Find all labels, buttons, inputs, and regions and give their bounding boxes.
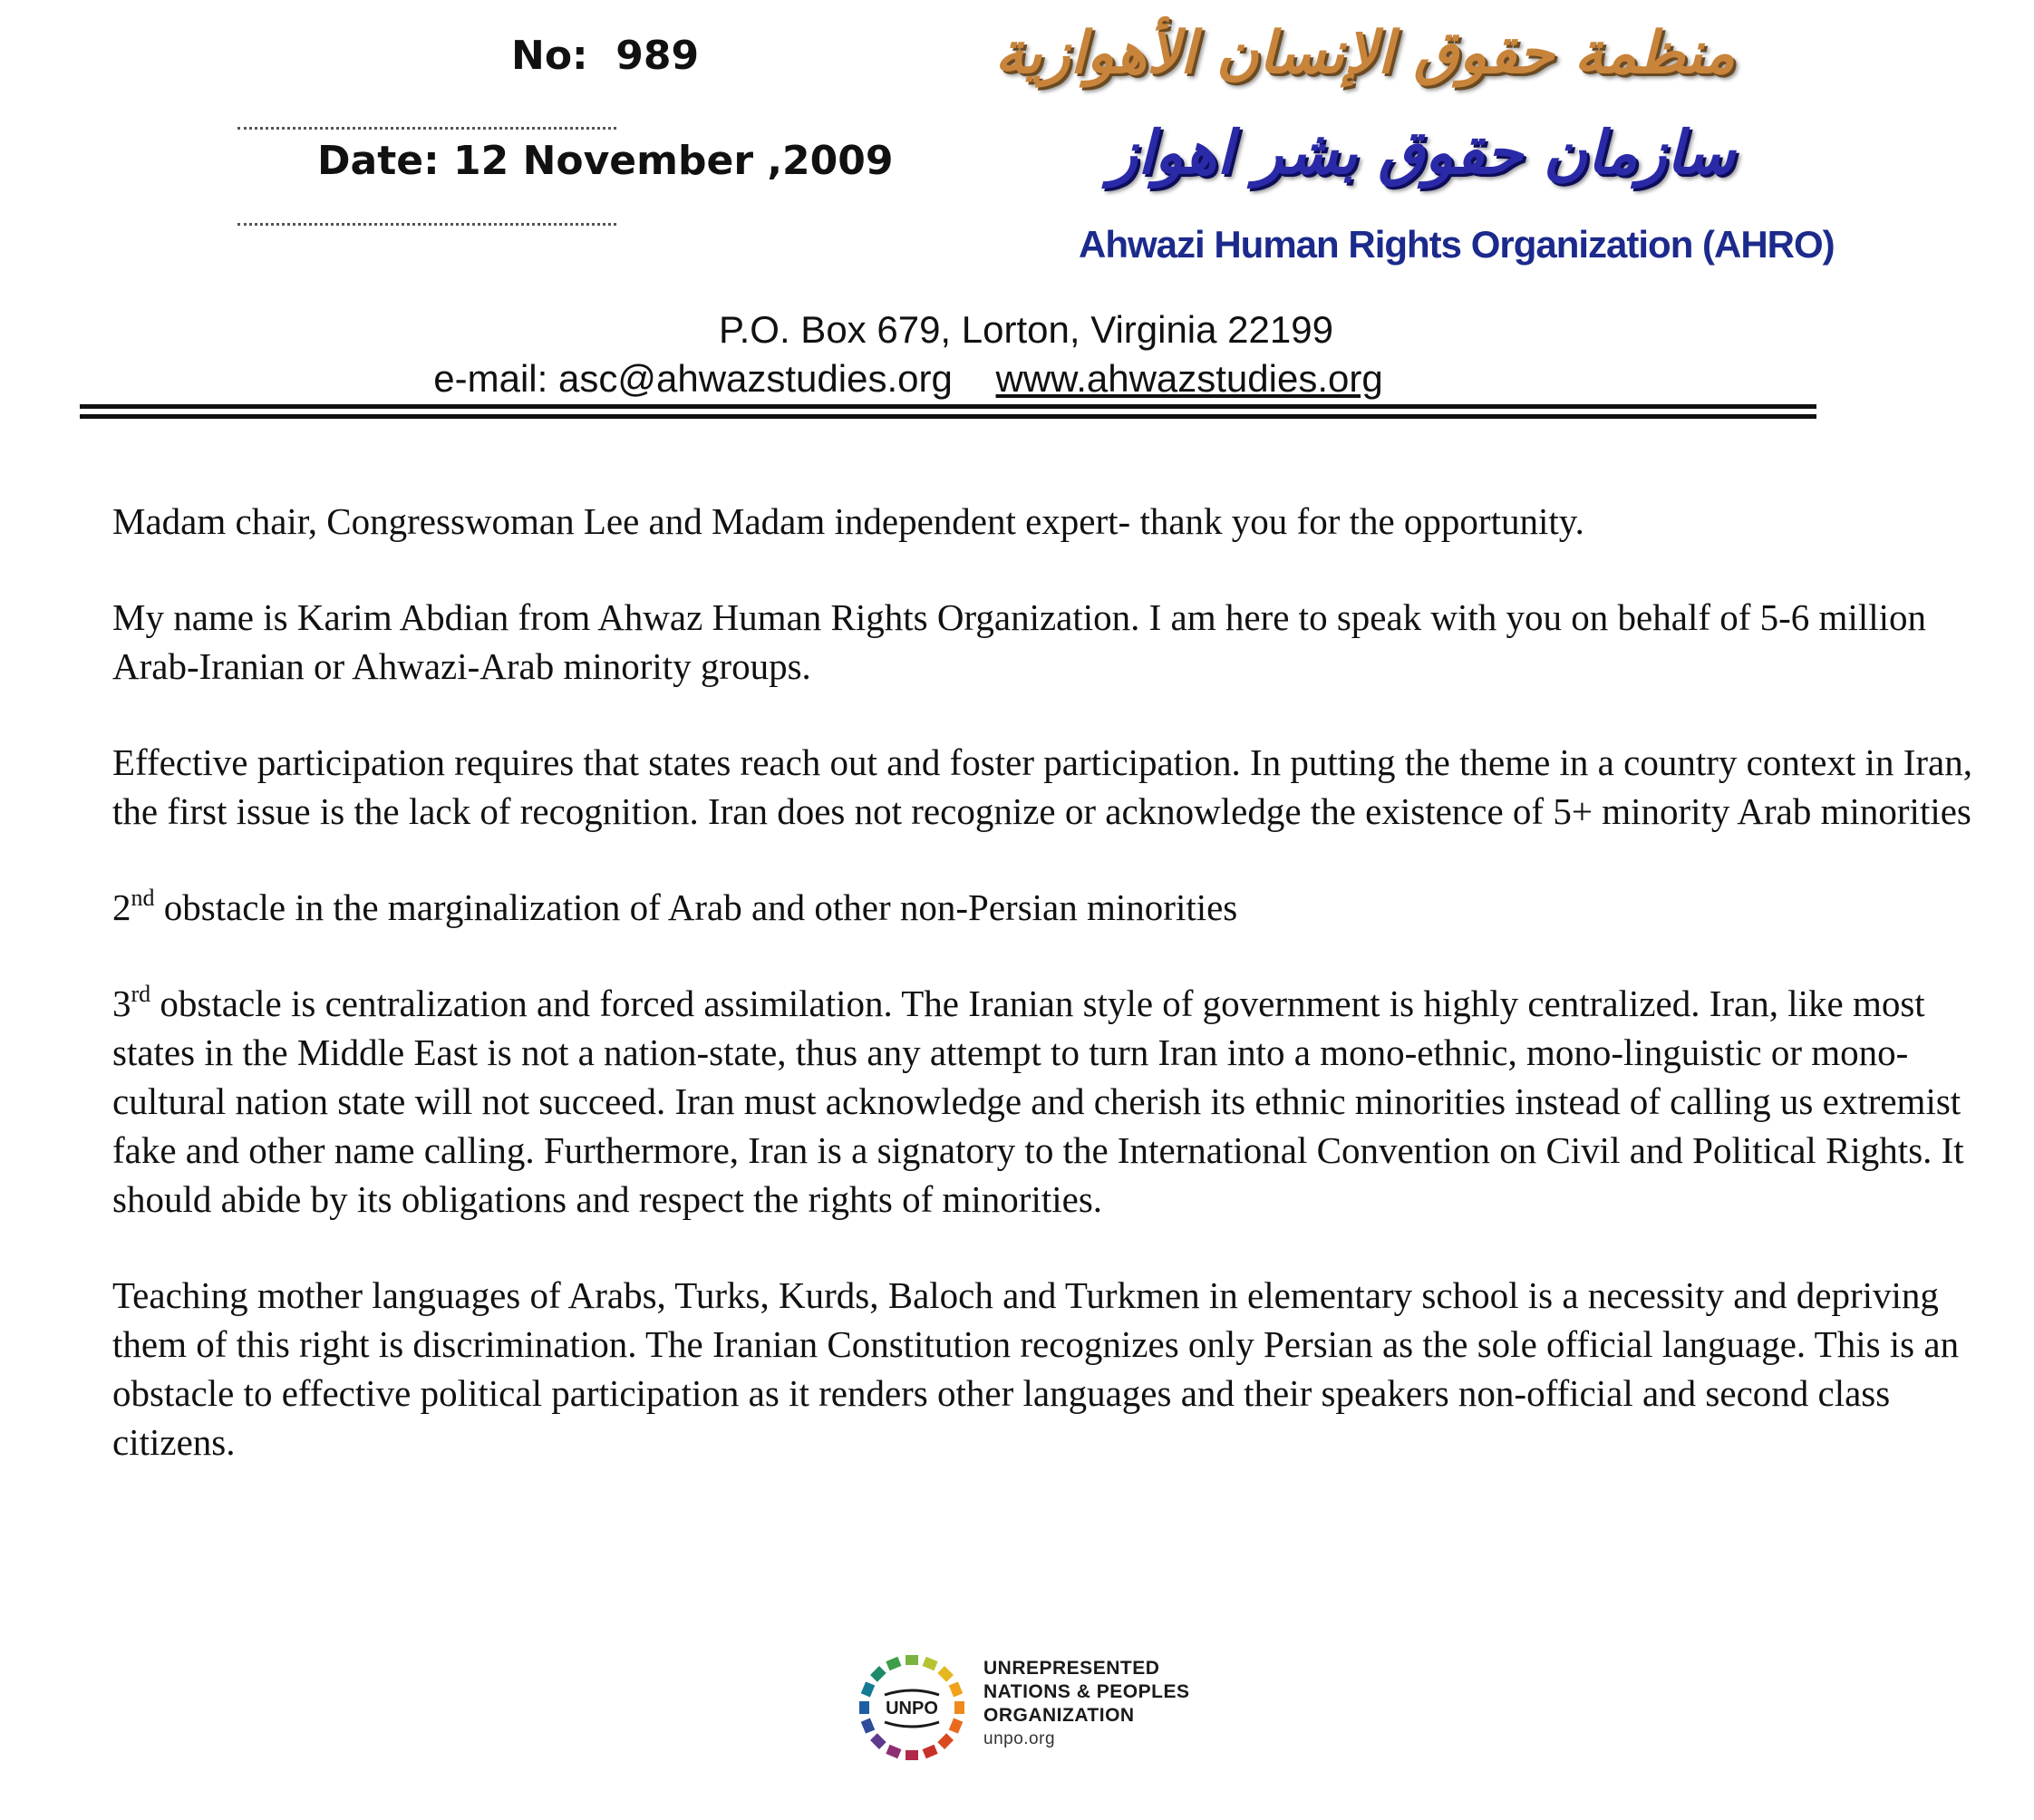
english-org-name: Ahwazi Human Rights Organization (AHRO)	[1079, 223, 1835, 266]
paragraph-text: obstacle is centralization and forced assimilation. The Iranian style of government is highly centralized. Iran, like most states in the Middle East is not a nation-state, thus any attempt to turn Iran into a mono-ethnic, mono-linguistic or mono-cultural nation state will not succeed. Iran must acknowledge and cherish its ethnic minorities instead of calling us extremist fake and other name calling. Furthermore, Iran is a signatory to the International Convention on Civil and Political Rights. It should abide by its obligations and respect the rights of minorities.	[112, 983, 1964, 1220]
paragraph-recognition: Effective participation requires that states reach out and foster participation. In putting the theme in a country context in Iran, the first issue is the lack of recognition. Iran does not recognize or acknowledge the existence of 5+ minority Arab minorities	[112, 741, 1972, 832]
email-link[interactable]: asc@ahwazstudies.org	[557, 357, 953, 400]
ordinal-number: 2	[112, 886, 131, 928]
postal-address: P.O. Box 679, Lorton, Virginia 22199	[719, 308, 1333, 351]
date-value: 12 November ,2009	[453, 138, 894, 184]
unpo-ring-logo-icon	[852, 1648, 972, 1767]
paragraph-third-obstacle	[112, 979, 1980, 1224]
header-rule-bottom	[80, 414, 1816, 419]
letter-body	[112, 497, 1980, 1514]
paragraph-second-obstacle	[112, 883, 1980, 932]
contact-line	[0, 357, 1925, 401]
unpo-url-link[interactable]: unpo.org	[983, 1729, 1056, 1748]
paragraph-greeting: Madam chair, Congresswoman Lee and Madam independent expert- thank you for the opportunity.	[112, 500, 1584, 542]
ordinal-number: 3	[112, 983, 131, 1024]
ordinal-suffix: rd	[131, 981, 151, 1007]
unpo-line-3: ORGANIZATION	[983, 1705, 1135, 1726]
paragraph-introduction: My name is Karim Abdian from Ahwaz Human Rights Organization. I am here to speak with you on behalf of 5-6 million Arab-Iranian or Ahwazi-Arab minority groups.	[112, 596, 1927, 687]
number-dotted-line	[237, 127, 616, 130]
paragraph-languages: Teaching mother languages of Arabs, Turks, Kurds, Baloch and Turkmen in elementary school is a necessity and depriving them of this right is discrimination. The Iranian Constitution recognizes only Persian as the sole official language. This is an obstacle to effective political participation as it renders other languages and their speakers non-official and second class citizens.	[112, 1274, 1960, 1463]
date-label: Date:	[317, 138, 440, 184]
unpo-line-2: NATIONS & PEOPLES	[983, 1681, 1190, 1702]
paragraph-text: obstacle in the marginalization of Arab and other non-Persian minorities	[154, 886, 1238, 928]
arabic-org-name: منظمة حقوق الإنسان الأهوازية	[994, 20, 1735, 87]
number-value: 989	[615, 33, 700, 79]
email-label: e-mail:	[433, 357, 548, 400]
header-rule-top	[80, 404, 1816, 409]
document-date	[317, 138, 894, 184]
number-label: No:	[511, 33, 588, 79]
document-number	[511, 33, 699, 79]
unpo-org-name	[983, 1657, 1189, 1751]
unpo-line-1: UNREPRESENTED	[983, 1658, 1160, 1679]
unpo-logo-text: UNPO	[886, 1699, 938, 1718]
date-dotted-line	[237, 223, 616, 226]
persian-org-name: سازمان حقوق بشر اهواز	[1109, 118, 1735, 188]
ordinal-suffix: nd	[131, 885, 155, 911]
website-link[interactable]: www.ahwazstudies.org	[995, 357, 1383, 400]
